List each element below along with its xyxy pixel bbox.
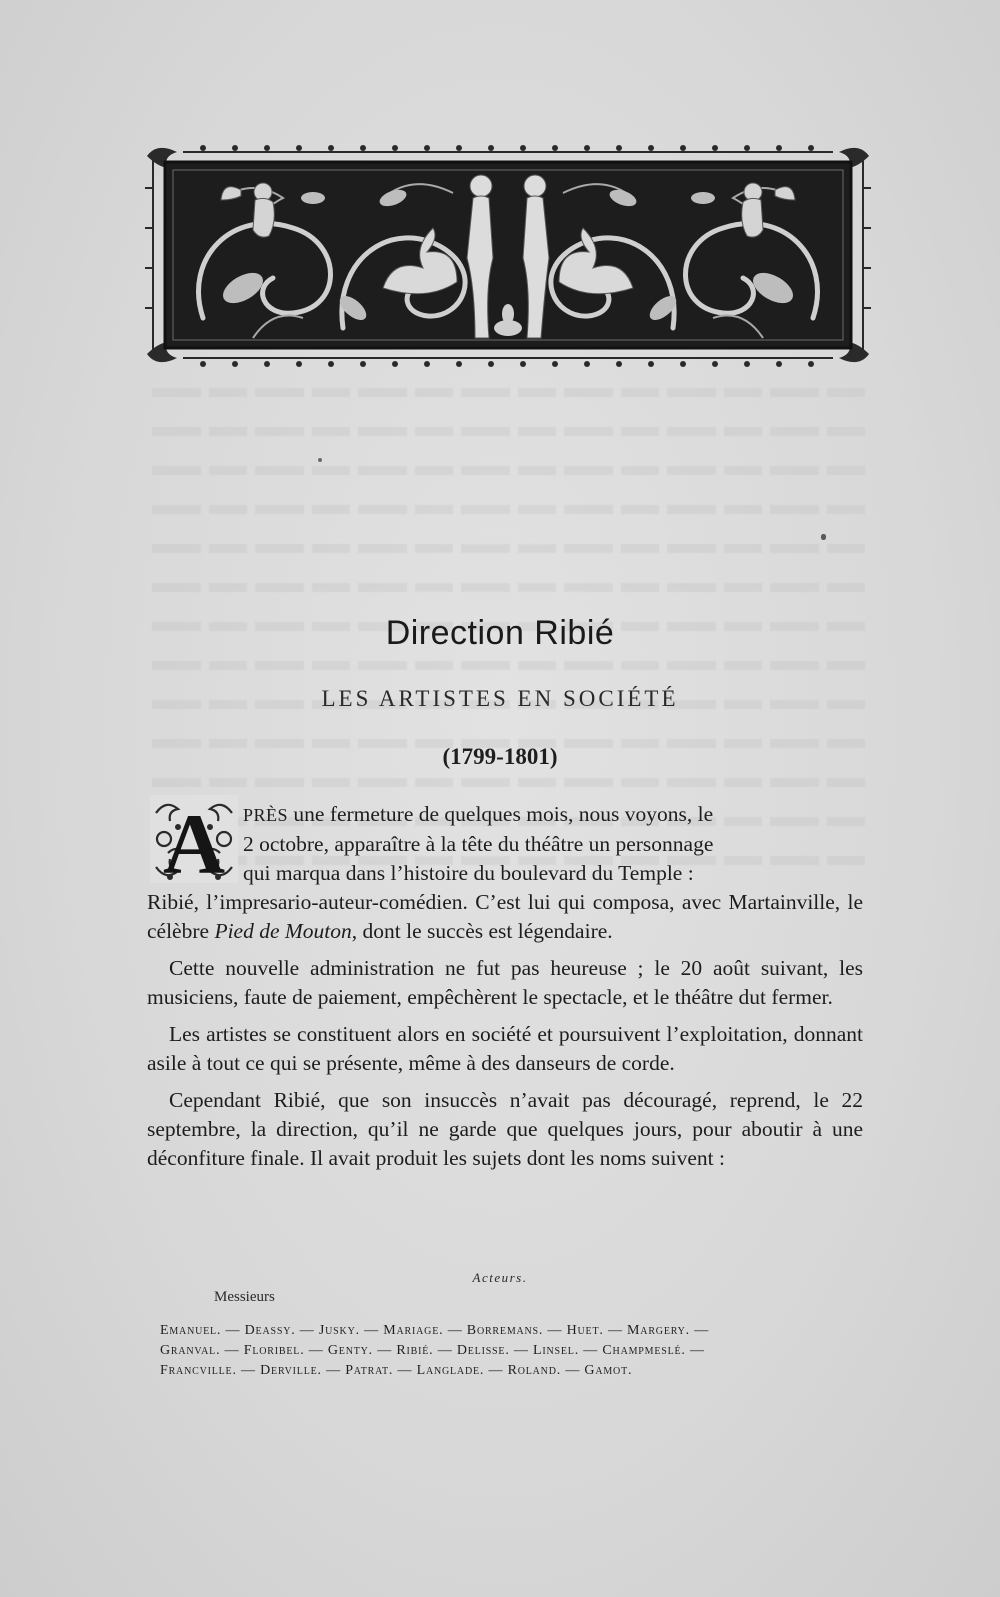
chapter-subtitle: LES ARTISTES EN SOCIÉTÉ bbox=[321, 686, 679, 711]
paragraph-4: Cependant Ribié, que son insuccès n’avait pas découragé, reprend, le 22 septembre, la direction, qu’il ne garde que quelques jours, pour aboutir à une déconfiture finale. Il avait produit les sujets dont les noms suivent : bbox=[147, 1088, 863, 1170]
paragraph-1-indented bbox=[147, 800, 863, 888]
cast-heading: Acteurs. bbox=[472, 1270, 528, 1285]
cast-line: Francville. — Derville. — Patrat. — Langlade. — Roland. — Gamot. bbox=[160, 1363, 633, 1378]
paragraph-3: Les artistes se constituent alors en société et poursuivent l’exploitation, donnant asile à tout ce qui se présente, même à des danseurs de corde. bbox=[147, 1022, 863, 1075]
paragraph-1-rest-end: , dont le succès est légendaire. bbox=[351, 919, 613, 943]
cast-intro: Messieurs bbox=[214, 1289, 275, 1305]
cast-line: Emanuel. — Deassy. — Jusky. — Mariage. — Borremans. — Huet. — Margery. — bbox=[160, 1323, 710, 1338]
paragraph-1 bbox=[147, 800, 863, 946]
stray-mark bbox=[821, 534, 826, 540]
chapter-dates: (1799-1801) bbox=[442, 744, 558, 769]
chapter-title: Direction Ribié bbox=[385, 614, 615, 652]
cast-list bbox=[160, 1321, 860, 1381]
ornamental-header-icon bbox=[143, 138, 873, 372]
paragraph-1-rest-text: Ribié, l’impresario-auteur-comédien. C’est lui qui composa, avec Martainville, le célèbre bbox=[147, 890, 863, 943]
paragraph-1-line-1: une fermeture de quelques mois, nous voyons, le bbox=[288, 802, 714, 826]
stray-mark bbox=[318, 458, 322, 462]
svg-text:A: A bbox=[162, 796, 226, 885]
paragraph-1-line-2: 2 octobre, apparaître à la tête du théâtre un personnage bbox=[243, 832, 714, 856]
paragraph-1-rest bbox=[147, 890, 863, 943]
body-text bbox=[147, 800, 863, 1173]
opening-smallcaps: PRÈS bbox=[243, 805, 289, 825]
paragraph-2: Cette nouvelle administration ne fut pas heureuse ; le 20 août suivant, les musiciens, faute de paiement, empêchèrent le spectacle, et le théâtre dut fermer. bbox=[147, 956, 863, 1009]
cast-line: Granval. — Floribel. — Genty. — Ribié. — Delisse. — Linsel. — Champmeslé. — bbox=[160, 1343, 705, 1358]
paragraph-1-line-3: qui marqua dans l’histoire du boulevard du Temple : bbox=[243, 861, 694, 885]
play-title: Pied de Mouton bbox=[214, 919, 352, 943]
